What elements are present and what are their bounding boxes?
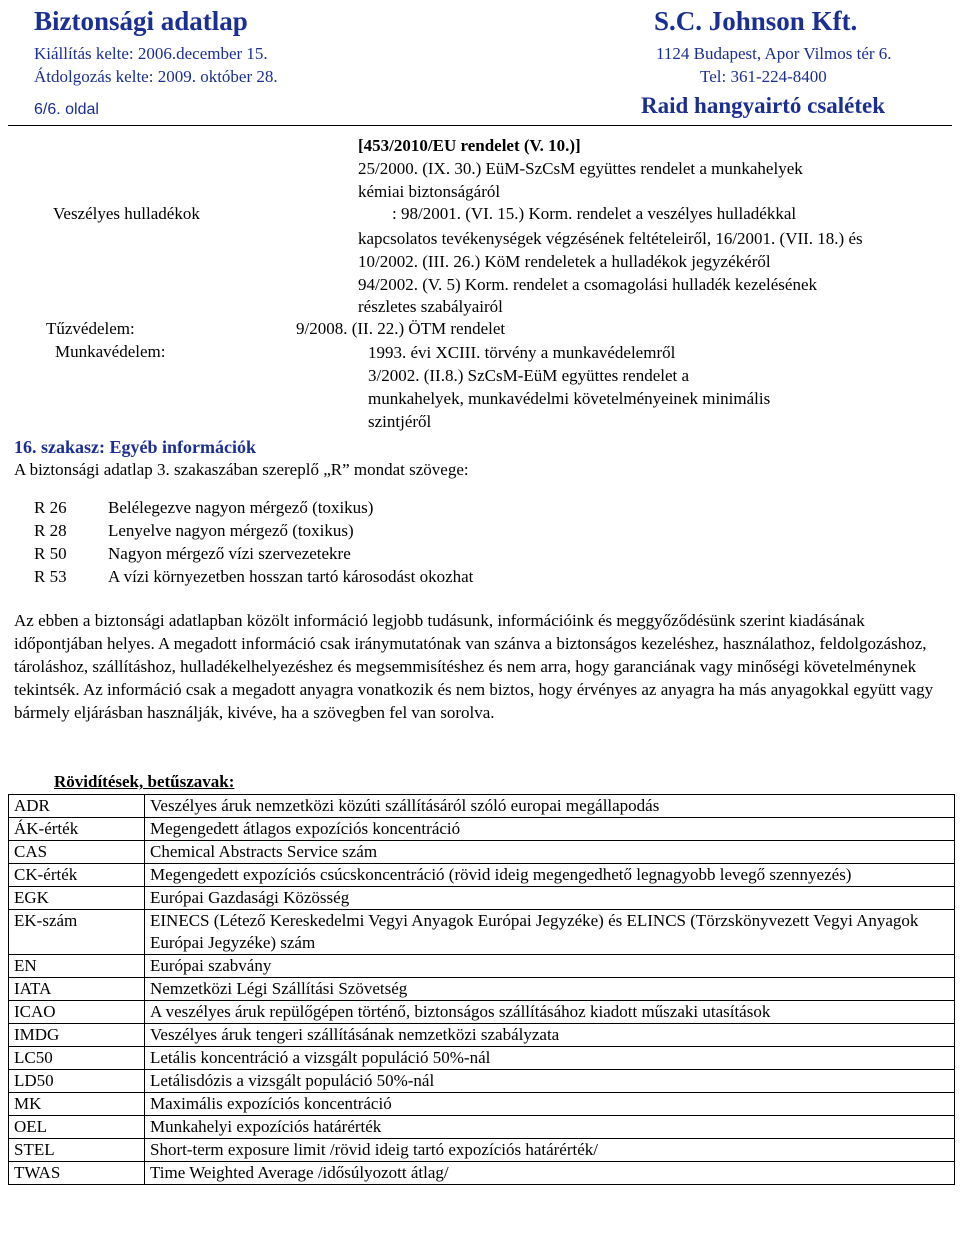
abbr-value: Letálisdózis a vizsgált populáció 50%-nál bbox=[145, 1070, 955, 1093]
document-title: Biztonsági adatlap bbox=[34, 6, 248, 36]
abbr-value: Megengedett átlagos expozíciós koncentráció bbox=[145, 818, 955, 841]
table-row bbox=[9, 1047, 955, 1070]
table-row bbox=[9, 955, 955, 978]
company-name: S.C. Johnson Kft. bbox=[654, 6, 858, 36]
abbr-value: Megengedett expozíciós csúcskoncentráció (rövid ideig megengedhető legnagyobb levegő szennyezés) bbox=[145, 864, 955, 887]
r-phrase-row bbox=[30, 542, 473, 565]
abbreviations-table bbox=[8, 794, 955, 1185]
abbr-value: A veszélyes áruk repülőgépen történő, biztonságos szállításához kiadott műszaki utasítások bbox=[145, 1001, 955, 1024]
r-phrase-text: Lenyelve nagyon mérgező (toxikus) bbox=[108, 521, 354, 540]
abbr-value: Maximális expozíciós koncentráció bbox=[145, 1093, 955, 1116]
regulation-line: : 98/2001. (VI. 15.) Korm. rendelet a veszélyes hulladékkal bbox=[392, 204, 797, 223]
abbr-value: Európai Gazdasági Közösség bbox=[145, 887, 955, 910]
abbr-value: Európai szabvány bbox=[145, 955, 955, 978]
company-phone: Tel: 361-224-8400 bbox=[700, 67, 827, 86]
regulation-line: kémiai biztonságáról bbox=[358, 182, 501, 201]
r-phrase-text: A vízi környezetben hosszan tartó károsodást okozhat bbox=[108, 567, 474, 586]
table-row bbox=[9, 910, 955, 955]
table-row bbox=[9, 864, 955, 887]
table-row bbox=[9, 887, 955, 910]
abbr-value: EINECS (Létező Kereskedelmi Vegyi Anyagok Európai Jegyzéke) és ELINCS (Törzskönyvezett Vegyi Anyagok Európai Jegyzéke) szám bbox=[145, 910, 955, 955]
r-phrases-intro: A biztonsági adatlap 3. szakaszában szereplő „R” mondat szövege: bbox=[14, 460, 469, 479]
company-address: 1124 Budapest, Apor Vilmos tér 6. bbox=[656, 44, 892, 63]
abbr-key: CK-érték bbox=[9, 864, 145, 887]
table-row bbox=[9, 818, 955, 841]
abbr-value: Time Weighted Average /idősúlyozott átlag/ bbox=[145, 1162, 955, 1185]
r-phrases-list bbox=[30, 496, 473, 588]
table-row bbox=[9, 978, 955, 1001]
header-divider bbox=[8, 125, 952, 126]
abbr-value: Veszélyes áruk nemzetközi közúti szállításáról szóló europai megállapodás bbox=[145, 795, 955, 818]
abbr-key: STEL bbox=[9, 1139, 145, 1162]
r-phrase-code: R 53 bbox=[34, 567, 67, 586]
regulation-line: kapcsolatos tevékenységek végzésének feltételeiről, 16/2001. (VII. 18.) és bbox=[358, 229, 863, 248]
regulation-eu: [453/2010/EU rendelet (V. 10.)] bbox=[358, 136, 581, 155]
table-row bbox=[9, 1139, 955, 1162]
abbr-key: MK bbox=[9, 1093, 145, 1116]
table-row bbox=[9, 1116, 955, 1139]
product-name: Raid hangyairtó csalétek bbox=[641, 93, 886, 118]
abbr-key: CAS bbox=[9, 841, 145, 864]
regulation-line: 9/2008. (II. 22.) ÖTM rendelet bbox=[296, 319, 506, 338]
hazardous-waste-label: Veszélyes hulladékok bbox=[53, 204, 200, 223]
regulation-line: szintjéről bbox=[368, 412, 432, 431]
regulation-line: 1993. évi XCIII. törvény a munkavédelemről bbox=[368, 343, 676, 362]
abbr-key: EN bbox=[9, 955, 145, 978]
abbr-key: OEL bbox=[9, 1116, 145, 1139]
regulation-line: 3/2002. (II.8.) SzCsM-EüM együttes rendelet a bbox=[368, 366, 690, 385]
abbr-value: Nemzetközi Légi Szállítási Szövetség bbox=[145, 978, 955, 1001]
abbr-key: LD50 bbox=[9, 1070, 145, 1093]
page-number: 6/6. oldal bbox=[34, 101, 99, 118]
revision-date: Átdolgozás kelte: 2009. október 28. bbox=[34, 67, 278, 86]
regulation-line: munkahelyek, munkavédelmi követelményeinek minimális bbox=[368, 389, 771, 408]
section-16-heading: 16. szakasz: Egyéb információk bbox=[14, 437, 256, 457]
abbr-key: ÁK-érték bbox=[9, 818, 145, 841]
fire-protection-label: Tűzvédelem: bbox=[46, 319, 135, 338]
r-phrase-code: R 28 bbox=[34, 521, 67, 540]
r-phrase-code: R 26 bbox=[34, 498, 67, 517]
abbr-key: EGK bbox=[9, 887, 145, 910]
abbr-key: IMDG bbox=[9, 1024, 145, 1047]
regulation-line: 10/2002. (III. 26.) KöM rendeletek a hulladékok jegyzékéről bbox=[358, 252, 771, 271]
regulation-line: 94/2002. (V. 5) Korm. rendelet a csomagolási hulladék kezelésének bbox=[358, 275, 818, 294]
abbr-value: Chemical Abstracts Service szám bbox=[145, 841, 955, 864]
table-row bbox=[9, 1093, 955, 1116]
table-row bbox=[9, 1024, 955, 1047]
r-phrase-row bbox=[30, 496, 473, 519]
r-phrase-code: R 50 bbox=[34, 544, 67, 563]
abbr-value: Munkahelyi expozíciós határérték bbox=[145, 1116, 955, 1139]
abbr-key: EK-szám bbox=[9, 910, 145, 955]
abbr-value: Letális koncentráció a vizsgált populáció 50%-nál bbox=[145, 1047, 955, 1070]
abbr-key: IATA bbox=[9, 978, 145, 1001]
table-row bbox=[9, 1001, 955, 1024]
abbr-value: Veszélyes áruk tengeri szállításának nemzetközi szabályzata bbox=[145, 1024, 955, 1047]
abbr-value: Short-term exposure limit /rövid ideig tartó expozíciós határérték/ bbox=[145, 1139, 955, 1162]
abbr-key: ICAO bbox=[9, 1001, 145, 1024]
work-safety-label: Munkavédelem: bbox=[55, 342, 166, 361]
abbr-key: ADR bbox=[9, 795, 145, 818]
table-row bbox=[9, 1070, 955, 1093]
table-row bbox=[9, 841, 955, 864]
table-row bbox=[9, 1162, 955, 1185]
abbreviations-heading: Rövidítések, betűszavak: bbox=[54, 772, 235, 791]
regulation-line: részletes szabályairól bbox=[358, 297, 503, 316]
abbr-key: LC50 bbox=[9, 1047, 145, 1070]
table-row bbox=[9, 795, 955, 818]
r-phrase-row bbox=[30, 519, 473, 542]
r-phrase-row bbox=[30, 565, 473, 588]
regulation-line: 25/2000. (IX. 30.) EüM-SzCsM együttes rendelet a munkahelyek bbox=[358, 159, 803, 178]
issue-date: Kiállítás kelte: 2006.december 15. bbox=[34, 44, 268, 63]
abbr-key: TWAS bbox=[9, 1162, 145, 1185]
r-phrase-text: Belélegezve nagyon mérgező (toxikus) bbox=[108, 498, 374, 517]
r-phrase-text: Nagyon mérgező vízi szervezetekre bbox=[108, 544, 351, 563]
disclaimer-paragraph: Az ebben a biztonsági adatlapban közölt információ legjobb tudásunk, információink és meggyőződésünk szerint kiadásának időpontjában helyes. A megadott információ csak iránymutatónak van szánva a biztonságos kezeléshez, használathoz, feldolgozáshoz, tároláshoz, szállításhoz, hulladékelhelyezéshez és megsemmisítéshez és nem arra, hogy garanciának vagy minőségi követelménynek tekintsék. Az információ csak a megadott anyagra vonatkozik és nem biztos, hogy érvényes az anyagra ha más anyagokkal együtt vagy bármely eljárásban használják, kivéve, ha a szövegben fel van sorolva. bbox=[14, 611, 934, 722]
